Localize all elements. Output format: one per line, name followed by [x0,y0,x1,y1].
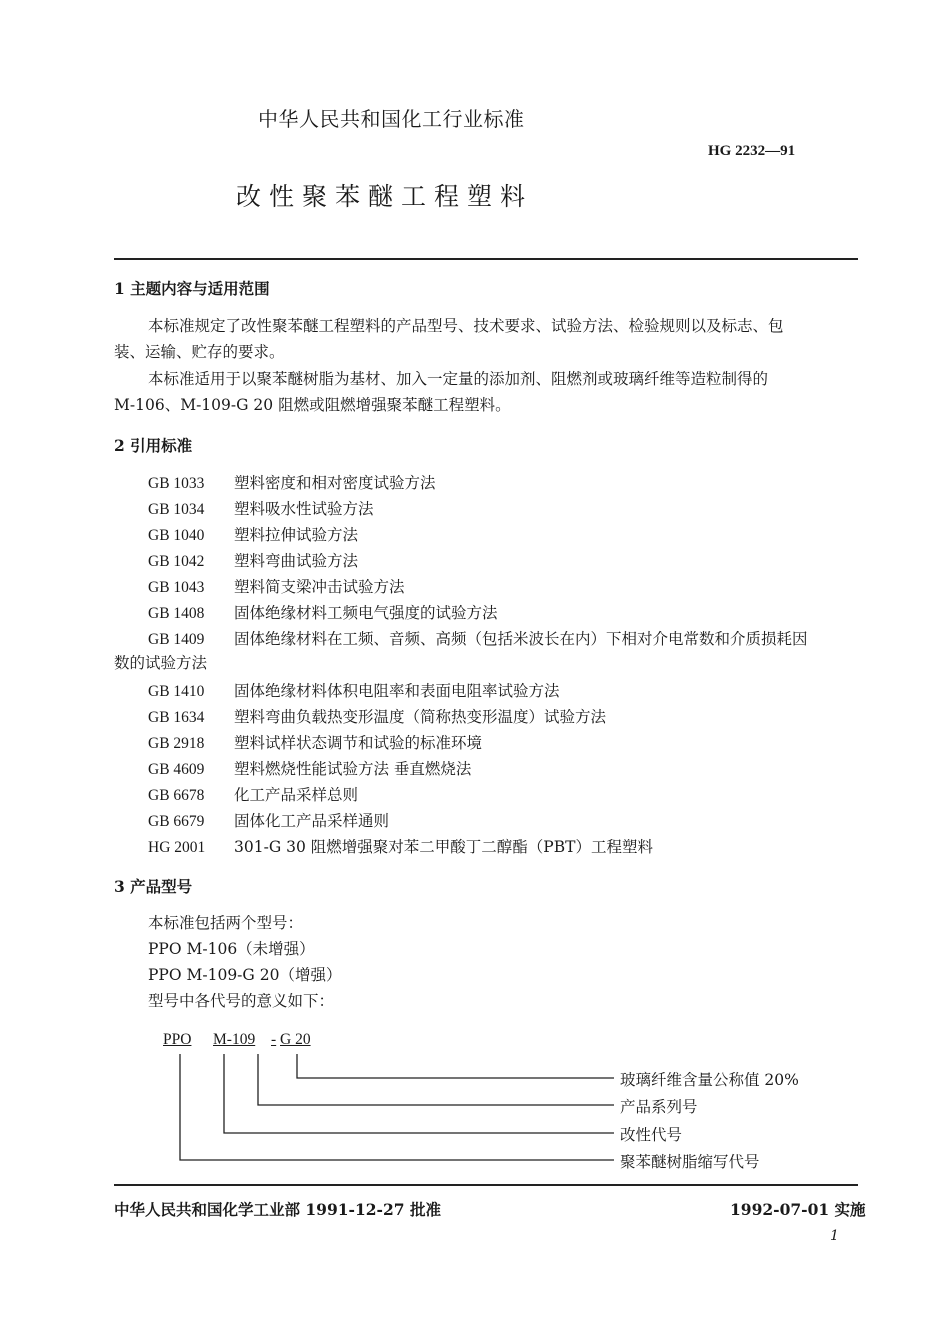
code-part-ppo: PPO [163,1031,192,1048]
ref-title: 塑料拉伸试验方法 [234,526,359,544]
section-3-type-2: PPO M-109-G 20（增强） [148,966,342,984]
approval-line: 中华人民共和国化学工业部 1991-12-27 批准 [114,1200,441,1219]
ref-1409-continuation: 数的试验方法 [114,654,208,672]
section-3-intro: 本标准包括两个型号： [148,914,304,932]
section-3-heading: 3 产品型号 [114,877,193,896]
ref-title: 301-G 30 阻燃增强聚对苯二甲酸丁二醇酯（PBT）工程塑料 [234,838,653,856]
ref-code: GB 1409 [148,631,205,648]
ref-title: 固体绝缘材料工频电气强度的试验方法 [234,604,498,622]
document-title: 改性聚苯醚工程塑料 [236,182,534,211]
ref-title: 固体绝缘材料体积电阻率和表面电阻率试验方法 [234,682,560,700]
document-code: HG 2232—91 [708,143,796,159]
ref-title: 塑料试样状态调节和试验的标准环境 [234,734,483,752]
leader-line-resin [180,1054,614,1160]
ref-title: 化工产品采样总则 [234,786,359,804]
ref-title: 塑料密度和相对密度试验方法 [234,474,436,492]
ref-code: GB 6678 [148,787,205,804]
org-title: 中华人民共和国化工行业标准 [258,107,525,131]
effective-date: 1992-07-01 实施 [730,1200,866,1219]
ref-code: GB 1410 [148,683,205,700]
ref-title: 固体绝缘材料在工频、音频、高频（包括米波长在内）下相对介电常数和介质损耗因 [234,630,808,648]
ref-code: GB 6679 [148,813,205,830]
section-1-p2-line1: 本标准适用于以聚苯醚树脂为基材、加入一定量的添加剂、阻燃剂或玻璃纤维等造粒制得的 [148,370,769,388]
ref-code: GB 1034 [148,501,205,518]
code-part-separator: - [271,1031,277,1048]
section-2-heading: 2 引用标准 [114,436,193,455]
section-3-meaning: 型号中各代号的意义如下： [148,992,335,1010]
leader-line-modify [224,1054,614,1133]
ref-title: 固体化工产品采样通则 [234,812,390,830]
label-glass-fibre: 玻璃纤维含量公称值 20% [620,1071,799,1089]
leader-line-glass [297,1054,614,1078]
ref-code: GB 1033 [148,475,205,492]
ref-code: GB 4609 [148,761,205,778]
label-product-series: 产品系列号 [620,1098,698,1116]
label-resin-code: 聚苯醚树脂缩写代号 [620,1153,760,1171]
ref-title: 塑料吸水性试验方法 [234,500,374,518]
code-part-g20: G 20 [280,1031,311,1048]
section-1-heading: 1 主题内容与适用范围 [114,279,270,298]
ref-code: GB 1634 [148,709,205,726]
code-part-m109: M-109 [213,1031,256,1048]
ref-code: GB 1043 [148,579,205,596]
section-1-p1-line1: 本标准规定了改性聚苯醚工程塑料的产品型号、技术要求、试验方法、检验规则以及标志、包 [148,317,784,335]
leader-line-series [258,1054,614,1105]
ref-code: GB 1408 [148,605,205,622]
ref-title: 塑料简支梁冲击试验方法 [234,578,405,596]
section-1-p1-line2: 装、运输、贮存的要求。 [114,343,285,361]
ref-title: 塑料燃烧性能试验方法 垂直燃烧法 [234,760,472,778]
ref-code: HG 2001 [148,839,206,856]
ref-code: GB 2918 [148,735,205,752]
section-3-type-1: PPO M-106（未增强） [148,940,315,958]
section-1-p2-line2: M-106、M-109-G 20 阻燃或阻燃增强聚苯醚工程塑料。 [114,396,511,414]
ref-code: GB 1042 [148,553,205,570]
ref-title: 塑料弯曲试验方法 [234,552,359,570]
page-number: 1 [830,1228,839,1244]
footer-rule [114,1184,858,1186]
ref-code: GB 1040 [148,527,205,544]
label-modify-code: 改性代号 [620,1126,683,1144]
ref-title: 塑料弯曲负载热变形温度（简称热变形温度）试验方法 [234,708,607,726]
